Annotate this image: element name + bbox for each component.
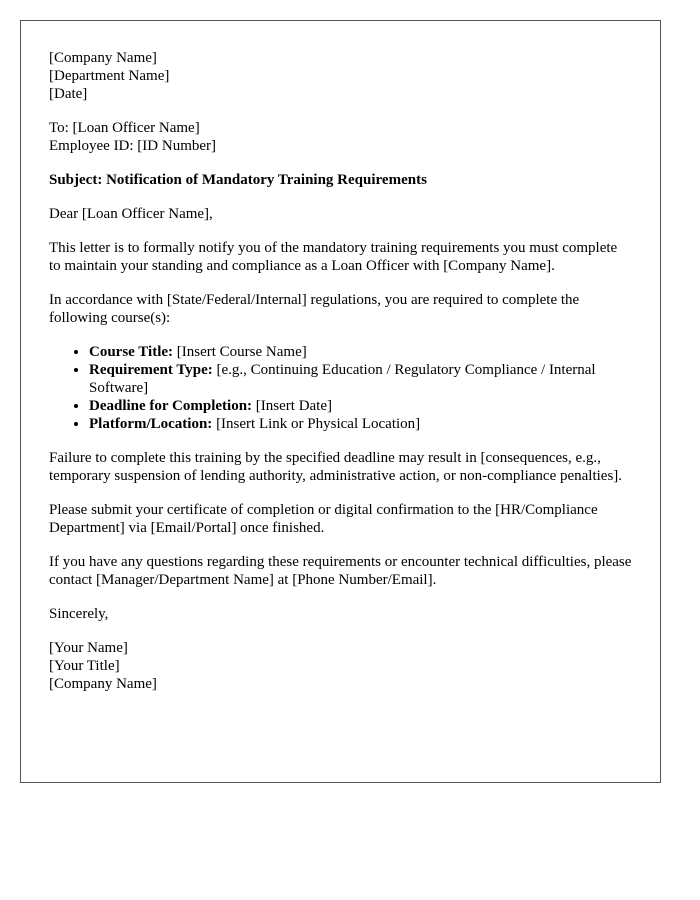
department-name: [Department Name] (49, 68, 170, 84)
item-value: [Insert Date] (252, 398, 333, 414)
company-name: [Company Name] (49, 50, 157, 66)
item-label: Course Title: (89, 344, 174, 360)
item-label: Platform/Location: (89, 416, 213, 432)
item-value: [e.g., Continuing Education / Regulatory Compliance / Internal Software] (89, 362, 596, 396)
signer-name: [Your Name] (49, 640, 128, 656)
paragraph-intro: This letter is to formally notify you of the mandatory training requirements you must complete to maintain your standing and compliance as a Loan Officer with [Company Name]. (49, 240, 618, 274)
recipient-block (49, 119, 632, 155)
paragraph-consequences: Failure to complete this training by the specified deadline may result in [consequences, e.g., temporary suspension of lending authority, administrative action, or non-compliance penalties]. (49, 450, 623, 484)
paragraph-submission: Please submit your certificate of completion or digital confirmation to the [HR/Compliance Department] via [Email/Portal] once finished. (49, 502, 598, 536)
recipient-to: To: [Loan Officer Name] (49, 120, 200, 136)
item-label: Deadline for Completion: (89, 398, 253, 414)
course-list (49, 343, 632, 433)
signer-company: [Company Name] (49, 676, 157, 692)
list-item (89, 415, 632, 433)
signature-block (49, 639, 632, 693)
letter (20, 20, 661, 783)
sender-block (49, 49, 632, 103)
closing: Sincerely, (49, 606, 109, 622)
list-item (89, 361, 632, 397)
item-label: Requirement Type: (89, 362, 213, 378)
item-value: [Insert Course Name] (173, 344, 307, 360)
paragraph-regulations: In accordance with [State/Federal/Internal] regulations, you are required to complete the following course(s): (49, 292, 580, 326)
date: [Date] (49, 86, 88, 102)
salutation: Dear [Loan Officer Name], (49, 206, 213, 222)
signer-title: [Your Title] (49, 658, 120, 674)
item-value: [Insert Link or Physical Location] (212, 416, 421, 432)
paragraph-contact: If you have any questions regarding these requirements or encounter technical difficulties, please contact [Manager/Department Name] at [Phone Number/Email]. (49, 554, 632, 588)
subject-line: Subject: Notification of Mandatory Training Requirements (49, 172, 427, 188)
list-item (89, 397, 632, 415)
list-item (89, 343, 632, 361)
employee-id: Employee ID: [ID Number] (49, 138, 217, 154)
